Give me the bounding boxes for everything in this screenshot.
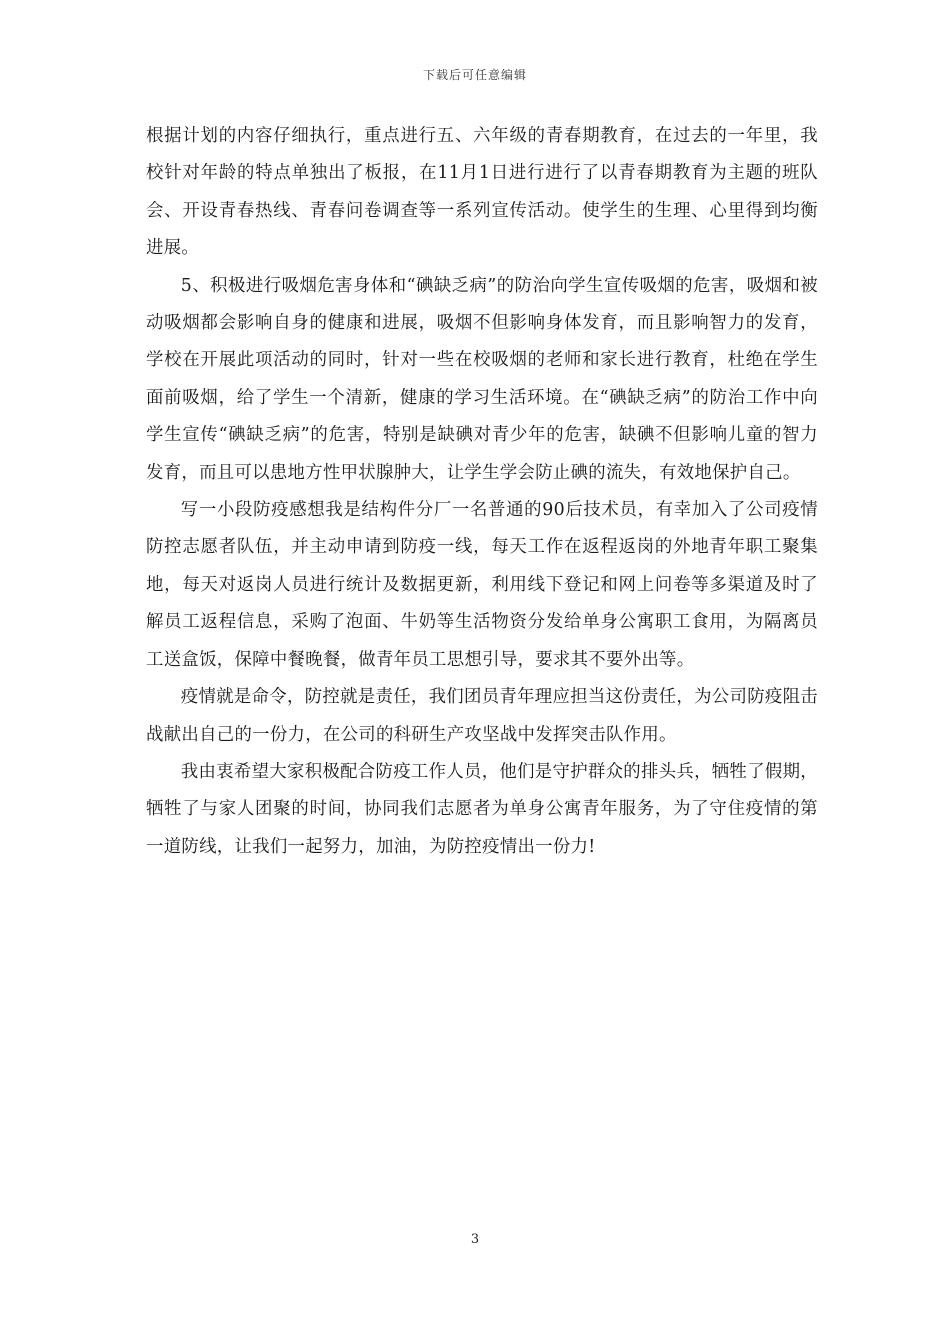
page-header: 下载后可任意编辑 [422,68,527,82]
page-number: 3 [470,1232,480,1247]
paragraph-epidemic-reflection: 写一小段防疫感想我是结构件分厂一名普通的90后技术员，有幸加入了公司疫情防控志愿者队伍，并主动申请到防疫一线，每天工作在返程返岗的外地青年职工聚集地，每天对返岗人员进行统计及数据更新，利用线下登记和网上问卷等多渠道及时了解员工返程信息，采购了泡面、牛奶等生活物资分发给单身公寓职工食用，为隔离员工送盒饭，保障中餐晚餐，做青年员工思想引导，要求其不要外出等。 [146,500,818,670]
paragraph-continuation: 根据计划的内容仔细执行，重点进行五、六年级的青春期教育，在过去的一年里，我校针对年龄的特点单独出了板报，在11月1日进行进行了以青春期教育为主题的班队会、开设青春热线、青春问卷调查等一系列宣传活动。使学生的生理、心里得到均衡进展。 [146,126,818,259]
document-body [146,118,818,866]
paragraph-responsibility: 疫情就是命令，防控就是责任，我们团员青年理应担当这份责任，为公司防疫阻击战献出自己的一份力，在公司的科研生产攻坚战中发挥突击队作用。 [146,687,818,745]
paragraph-smoking-iodine: 5、积极进行吸烟危害身体和“碘缺乏病”的防治向学生宣传吸烟的危害，吸烟和被动吸烟都会影响自身的健康和进展，吸烟不但影响身体发育，而且影响智力的发育，学校在开展此项活动的同时，针对一些在校吸烟的老师和家长进行教育，杜绝在学生面前吸烟，给了学生一个清新，健康的学习生活环境。在“碘缺乏病”的防治工作中向学生宣传“碘缺乏病”的危害，特别是缺碘对青少年的危害，缺碘不但影响儿童的智力发育，而且可以患地方性甲状腺肿大，让学生学会防止碘的流失，有效地保护自己。 [146,275,818,483]
paragraph-closing: 我由衷希望大家积极配合防疫工作人员，他们是守护群众的排头兵，牺牲了假期，牺牲了与家人团聚的时间，协同我们志愿者为单身公寓青年服务，为了守住疫情的第一道防线，让我们一起努力，加油，为防控疫情出一份力! [146,761,818,857]
